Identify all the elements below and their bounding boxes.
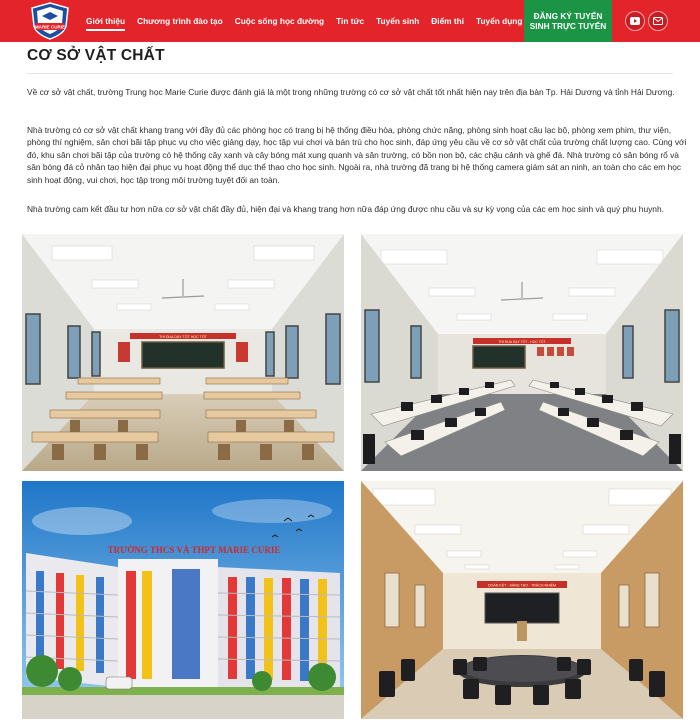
online-registration-button[interactable] <box>524 0 612 42</box>
computer-lab-photo <box>361 234 683 471</box>
intro-paragraph: Về cơ sở vật chất, trường Trung học Marie Curie được đánh giá là một trong những trường có cơ sở vật chất tốt nhất hiện nay trên địa bàn Tp. Hải Dương và tỉnh Hải Dương. <box>27 87 675 97</box>
nav-gioi-thieu[interactable]: Giới thiệu <box>86 0 125 42</box>
youtube-button[interactable] <box>625 11 645 31</box>
svg-text:MARIE CURIE: MARIE CURIE <box>34 24 66 30</box>
svg-text:THI ĐUA DẠY TỐT - HỌC TỐT: THI ĐUA DẠY TỐT - HỌC TỐT <box>498 339 546 344</box>
title-divider <box>27 73 673 74</box>
nav-tuyen-dung[interactable]: Tuyển dụng <box>476 16 523 26</box>
facilities-paragraph: Nhà trường có cơ sở vật chất khang trang với đầy đủ các phòng học có trang bị hệ thống điều hòa, phòng chức năng, phòng sinh hoạt câu lạc bộ, phòng xem phim, thư viện, phòng thí nghiệm, sân chơi bãi tập phục vụ cho việc giảng dạy, học tập vui chơi và bán trú cho học sinh, đáp ứng yêu cầu về cơ sở vật chất của trường chất lượng cao. Cùng với đó, khu sân chơi bãi tập của trường có hệ thống cây xanh và cây bóng mát xung quanh và sân trường, có bồn non bộ, các chậu cảnh và ghế đá. Nhà trường có sân bóng rổ và sân bóng đá cỏ nhân tạo hiện đại phục vụ hoạt động thể dục thể thao cho học sinh. Ngoài ra, nhà trường đã trang bị hệ thống camera giám sát an ninh, an toàn cho các em học sinh hoạt động, vui chơi, học tập trong môi trường tuyệt đối an toàn. <box>27 125 687 185</box>
school-building-photo <box>22 481 344 719</box>
nav-tuyen-sinh[interactable]: Tuyển sinh <box>376 16 420 26</box>
site-header <box>0 0 700 42</box>
nav-tin-tuc[interactable]: Tin tức <box>336 16 365 26</box>
cta-line-1: ĐĂNG KÝ TUYỂN <box>533 11 603 21</box>
classroom-photo <box>22 234 344 471</box>
nav-cuoc-song-hoc-duong[interactable]: Cuộc sống học đường <box>234 16 325 26</box>
page-title: CƠ SỞ VẬT CHẤT <box>27 47 165 64</box>
mail-icon <box>653 17 663 25</box>
cta-line-2: SINH TRỰC TUYẾN <box>529 21 607 31</box>
svg-text:DOÀN KẾT - SÁNG TẠO - TRÁCH NH: DOÀN KẾT - SÁNG TẠO - TRÁCH NHIỆM <box>487 583 557 588</box>
commitment-paragraph: Nhà trường cam kết đầu tư hơn nữa cơ sở vật chất đầy đủ, hiện đại và khang trang hơn nữa đáp ứng được nhu cầu và sự kỳ vọng của các em học sinh và quý phụ huynh. <box>27 204 664 214</box>
main-nav <box>86 0 534 42</box>
nav-chuong-trinh-dao-tao[interactable]: Chương trình đào tạo <box>137 16 223 26</box>
school-logo[interactable] <box>28 2 72 40</box>
youtube-icon <box>630 17 640 25</box>
svg-text:TRƯỜNG THCS VÀ THPT MARIE CURI: TRƯỜNG THCS VÀ THPT MARIE CURIE <box>107 545 281 555</box>
meeting-room-photo <box>361 481 683 719</box>
mail-button[interactable] <box>648 11 668 31</box>
nav-diem-thi[interactable]: Điểm thi <box>431 16 464 26</box>
svg-text:THI ĐUA DẠY TỐT HỌC TỐT: THI ĐUA DẠY TỐT HỌC TỐT <box>159 334 207 339</box>
